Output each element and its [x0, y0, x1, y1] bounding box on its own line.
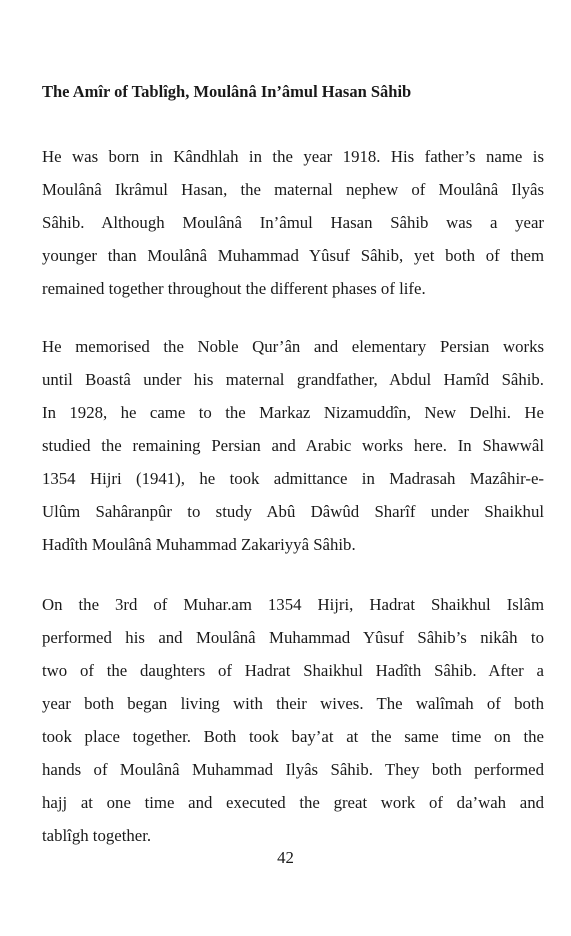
text-line: Ulûm Sahâranpûr to study Abû Dâwûd Sharîf under Shaikhul — [42, 502, 544, 521]
text-line: tablîgh together. — [42, 826, 152, 845]
text-line: younger than Moulânâ Muhammad Yûsuf Sâhib, yet both of them — [42, 246, 544, 265]
text-line: year both began living with their wives. The walîmah of both — [42, 694, 544, 713]
section-heading: The Amîr of Tablîgh, Moulânâ In’âmul Hasan Sâhib — [42, 82, 412, 101]
text-line: remained together throughout the different phases of life. — [42, 279, 426, 298]
text-line: took place together. Both took bay’at at the same time on the — [42, 727, 544, 746]
text-line: performed his and Moulânâ Muhammad Yûsuf Sâhib’s nikâh to — [42, 628, 544, 647]
text-line: Sâhib. Although Moulânâ In’âmul Hasan Sâhib was a year — [42, 213, 544, 232]
text-line: Moulânâ Ikrâmul Hasan, the maternal nephew of Moulânâ Ilyâs — [42, 180, 544, 199]
paragraph-birth — [42, 140, 544, 305]
text-line: studied the remaining Persian and Arabic works here. In Shawwâl — [42, 436, 544, 455]
text-line: until Boastâ under his maternal grandfather, Abdul Hamîd Sâhib. — [42, 370, 544, 389]
text-line: He memorised the Noble Qur’ân and elementary Persian works — [42, 337, 544, 356]
text-line: On the 3rd of Muhar.am 1354 Hijri, Hadrat Shaikhul Islâm — [42, 595, 544, 614]
paragraph-marriage — [42, 588, 544, 852]
text-line: Hadîth Moulânâ Muhammad Zakariyyâ Sâhib. — [42, 535, 356, 554]
text-line: He was born in Kândhlah in the year 1918. His father’s name is — [42, 147, 544, 166]
text-line: 1354 Hijri (1941), he took admittance in Madrasah Mazâhir-e- — [42, 469, 544, 488]
text-line: hands of Moulânâ Muhammad Ilyâs Sâhib. They both performed — [42, 760, 544, 779]
text-line: hajj at one time and executed the great work of da’wah and — [42, 793, 544, 812]
paragraph-education — [42, 330, 544, 561]
text-line: In 1928, he came to the Markaz Nizamuddîn, New Delhi. He — [42, 403, 544, 422]
text-line: two of the daughters of Hadrat Shaikhul Hadîth Sâhib. After a — [42, 661, 544, 680]
page-number: 42 — [277, 848, 294, 867]
